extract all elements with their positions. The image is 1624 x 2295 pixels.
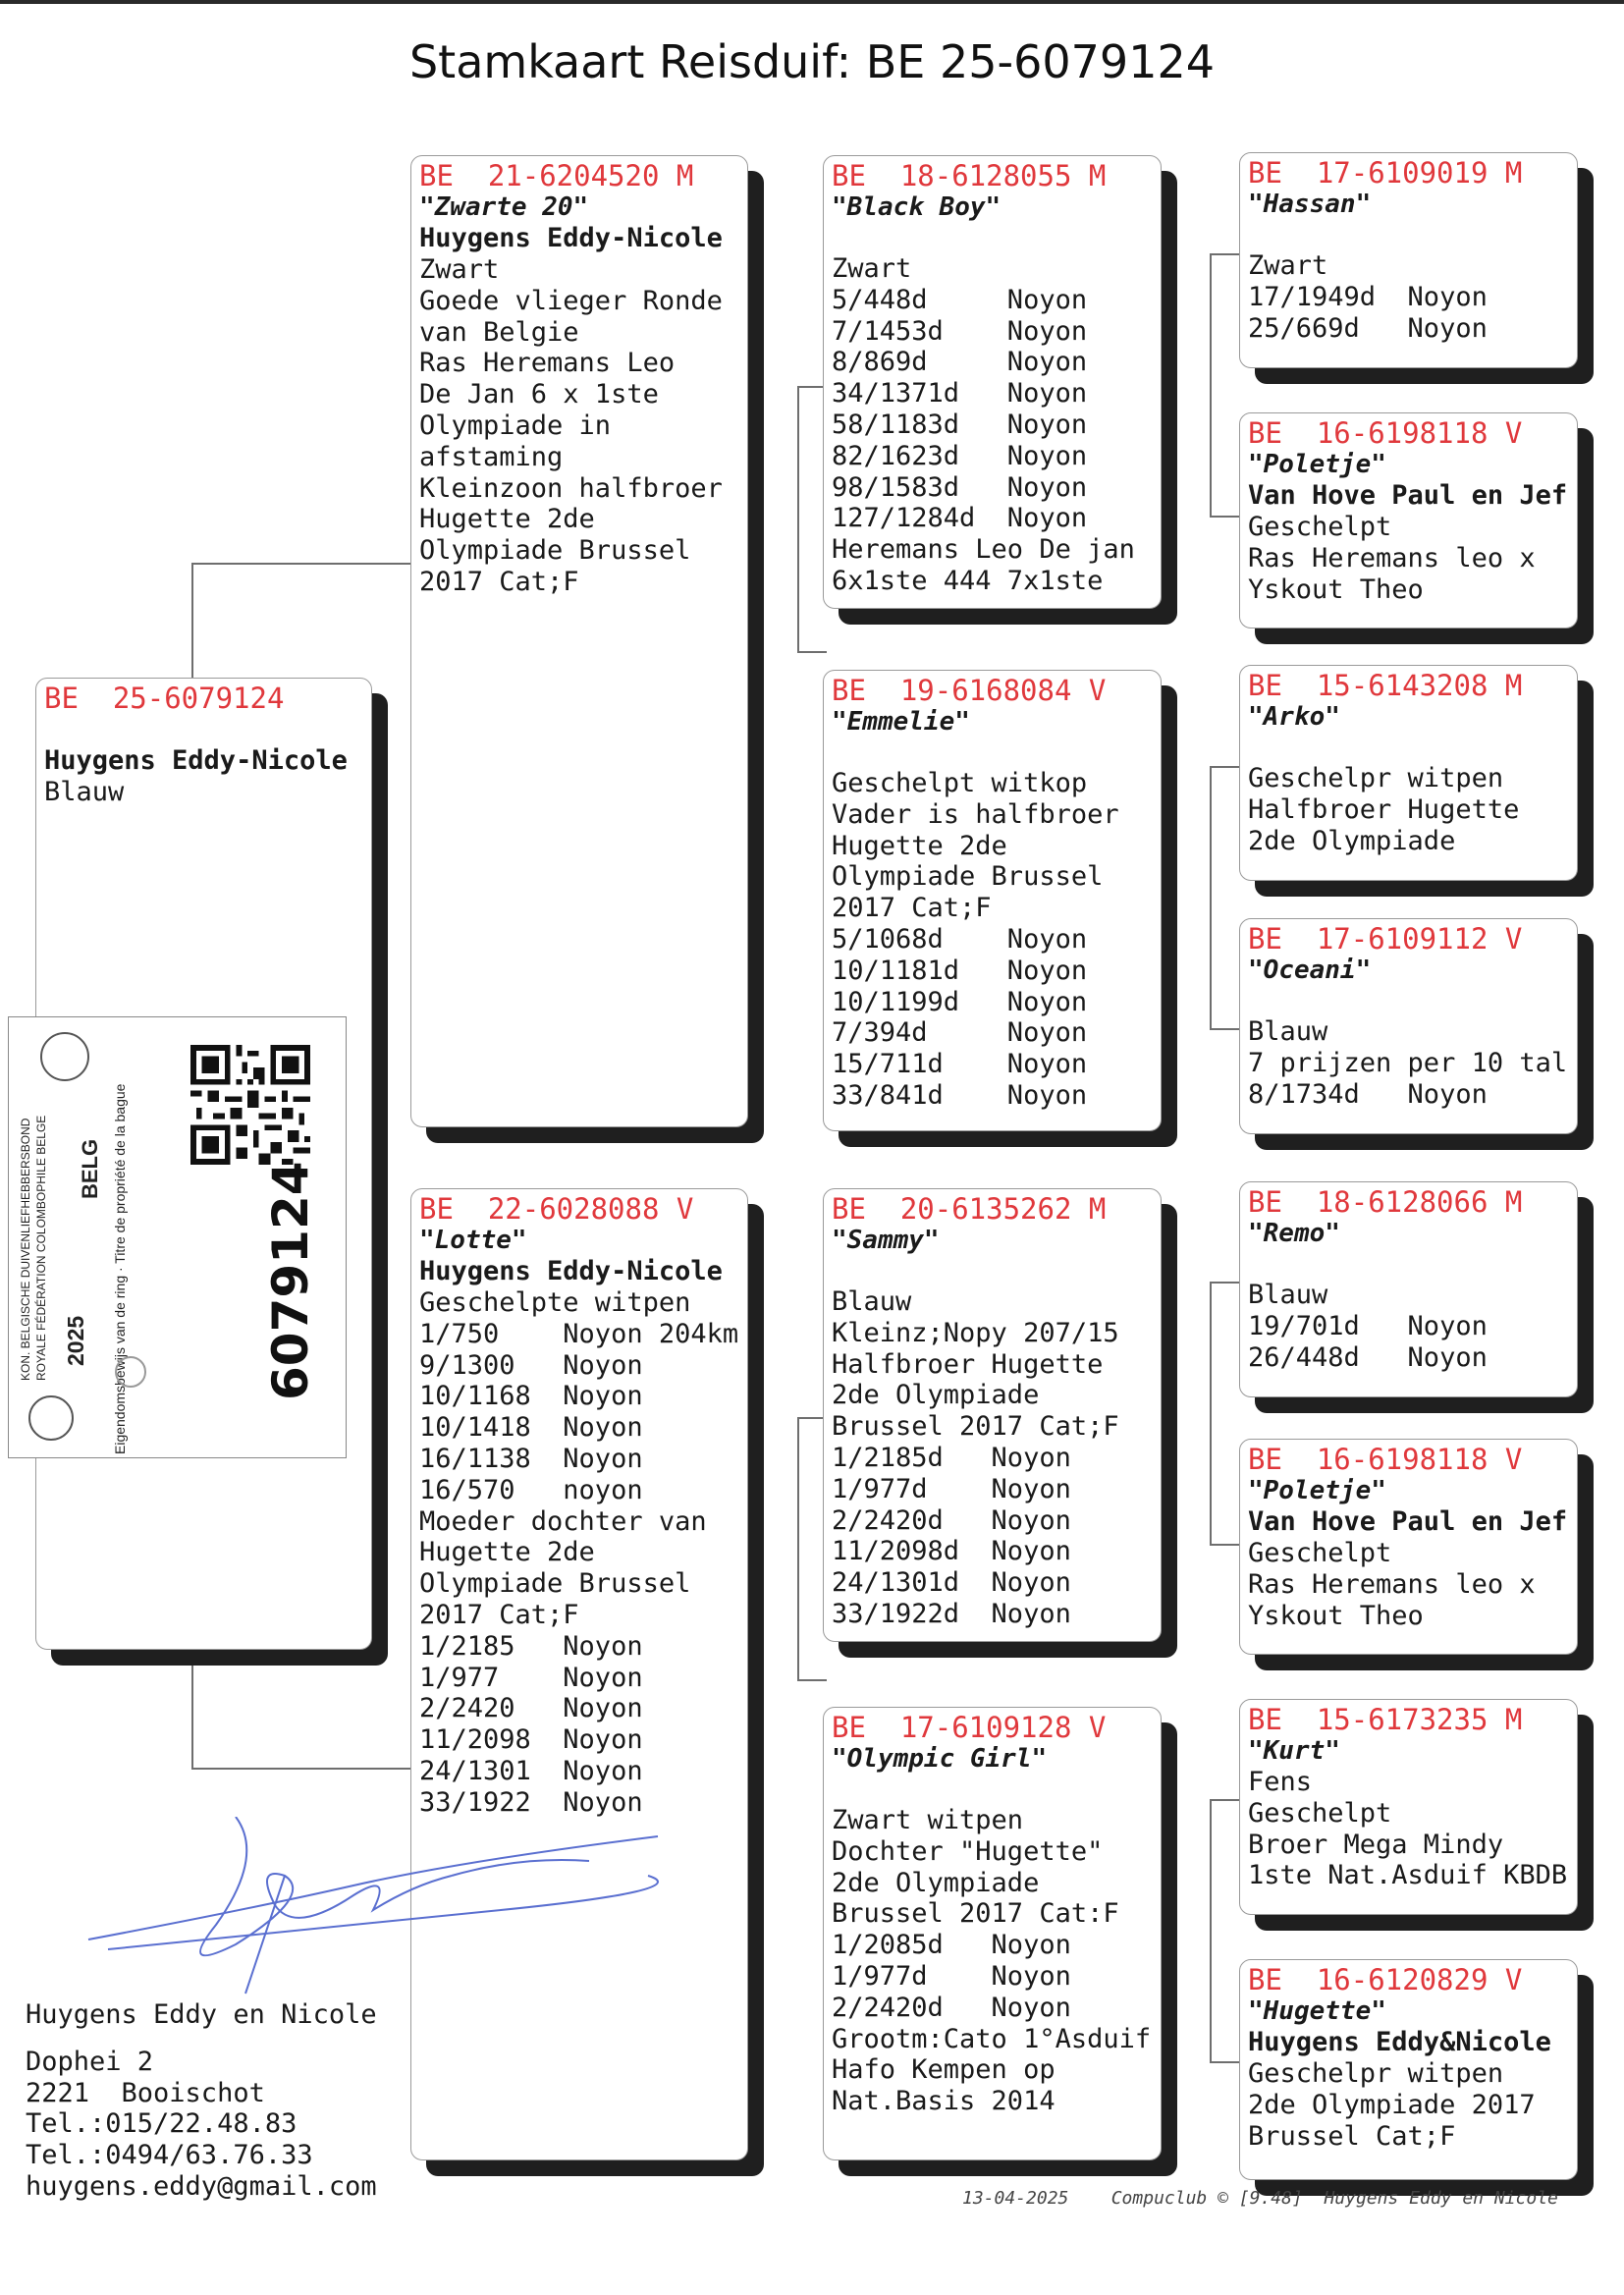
pigeon-nickname: "Black Boy" (832, 192, 1001, 222)
connector (797, 386, 799, 651)
owner-name: Van Hove Paul en Jef (1248, 1506, 1568, 1537)
connector (1210, 1282, 1239, 1284)
card-line: Yskout Theo (1248, 574, 1424, 605)
card-line: Goede vlieger Ronde (419, 285, 723, 316)
pigeon-card-sire (410, 155, 748, 1127)
card-line: Blauw (1248, 1280, 1328, 1310)
card-line: 2/2420d Noyon (832, 1504, 1071, 1536)
ring-number: BE 15-6173235 M (1248, 1703, 1523, 1736)
card-line: 24/1301 Noyon (419, 1755, 643, 1786)
card-line: 2017 Cat;F (419, 566, 579, 597)
card-line: Nat.Basis 2014 (832, 2086, 1056, 2117)
card-line: 1/977d Noyon (832, 1473, 1071, 1504)
card-line: Brussel 2017 Cat:F (832, 1898, 1119, 1930)
owner-name: Huygens Eddy-Nicole (44, 745, 348, 776)
card-line: Halfbroer Hugette (832, 1348, 1104, 1380)
card-line: Ras Heremans leo x (1248, 542, 1536, 574)
card-line: Geschelpt (1248, 512, 1392, 542)
card-line: Kleinz;Nopy 207/15 (832, 1317, 1119, 1348)
ring-ownership-card (8, 1016, 347, 1458)
card-line: 1/2185 Noyon (419, 1630, 643, 1662)
owner-name: Huygens Eddy-Nicole (419, 223, 723, 253)
pigeon-nickname: "Remo" (1248, 1219, 1340, 1248)
card-line: Olympiade Brussel (832, 861, 1104, 893)
pigeon-card-sds (1239, 665, 1578, 881)
card-line: 1/750 Noyon 204km (419, 1318, 739, 1349)
owner-name: Huygens Eddy en Nicole (26, 1999, 377, 2030)
card-line: Kleinzoon halfbroer (419, 472, 723, 504)
connector (1210, 1028, 1239, 1030)
pigeon-nickname: "Hassan" (1248, 190, 1372, 219)
card-line: Grootm:Cato 1°Asduif (832, 2023, 1152, 2054)
connector (1210, 516, 1239, 518)
ring-number: BE 22-6028088 V (419, 1192, 694, 1226)
ring-number-large: 6079124 (262, 1161, 319, 1400)
card-line: Moeder dochter van (419, 1505, 707, 1537)
card-line: 1/977d Noyon (832, 1960, 1071, 1992)
connector (1210, 1799, 1239, 1801)
card-line: Blauw (1248, 1016, 1328, 1047)
top-edge (0, 0, 1624, 4)
spacer (1248, 733, 1569, 763)
card-line: 5/448d Noyon (832, 284, 1088, 315)
card-line: 6x1ste 444 7x1ste (832, 565, 1104, 596)
card-line: 98/1583d Noyon (832, 471, 1088, 503)
pigeon-nickname: "Sammy" (832, 1226, 940, 1255)
ring-number: BE 18-6128055 M (832, 159, 1107, 192)
pigeon-card-ds (823, 1188, 1162, 1642)
card-line: 33/1922d Noyon (832, 1598, 1071, 1629)
card-line: 2/2420d Noyon (832, 1992, 1071, 2023)
pigeon-card-dsd (1239, 1439, 1578, 1655)
card-line: Zwart (419, 254, 500, 285)
connector (191, 563, 415, 565)
pigeon-nickname: "Oceani" (1248, 956, 1372, 985)
ring-year: 2025 (63, 1315, 88, 1366)
card-line: Dochter "Hugette" (832, 1835, 1104, 1867)
card-line: 25/669d Noyon (1248, 312, 1488, 344)
pigeon-nickname: "Zwarte 20" (419, 192, 589, 222)
card-line: Hugette 2de (832, 830, 1007, 861)
card-line: Geschelpt (1248, 1538, 1392, 1568)
card-line: De Jan 6 x 1ste (419, 379, 659, 410)
footer-credit: 13-04-2025 Compuclub © [9.48] Huygens Eddy en Nicole (962, 2188, 1558, 2209)
card-line: 11/2098d Noyon (832, 1536, 1071, 1567)
card-line: Zwart (832, 253, 912, 284)
card-line: 9/1300 Noyon (419, 1349, 643, 1381)
card-line: 2de Olympiade (832, 1380, 1040, 1411)
pigeon-card-ddd (1239, 1959, 1578, 2180)
federation-name-nl: KON. BELGISCHE DUIVENLIEFHEBBERSBOND (19, 1118, 32, 1381)
card-line: 2017 Cat;F (419, 1599, 579, 1630)
card-line: Geschelpt (1248, 1797, 1392, 1829)
signature (59, 1817, 668, 2003)
pigeon-nickname: "Poletje" (1248, 450, 1386, 479)
pigeon-nickname: "Arko" (1248, 702, 1340, 732)
ring-number: BE 17-6109019 M (1248, 156, 1523, 190)
card-line: 8/869d Noyon (832, 347, 1088, 378)
spacer (1248, 1249, 1569, 1280)
connector (797, 1679, 827, 1681)
ring-number: BE 16-6198118 V (1248, 416, 1523, 450)
pigeon-card-dd (823, 1707, 1162, 2160)
card-line: 24/1301d Noyon (832, 1567, 1071, 1599)
pigeon-card-dss (1239, 1181, 1578, 1397)
card-line: 2de Olympiade (832, 1867, 1040, 1898)
ring-number: BE 15-6143208 M (1248, 669, 1523, 702)
connector (1210, 1544, 1239, 1546)
federation-seal-icon (40, 1032, 89, 1081)
card-line: van Belgie (419, 316, 579, 348)
card-line: Geschelpr witpen (1248, 2058, 1504, 2089)
pigeon-card-ss (823, 155, 1162, 609)
card-line: Hafo Kempen op (832, 2054, 1056, 2086)
owner-address-block (26, 1999, 377, 2203)
card-line: 2017 Cat;F (832, 893, 992, 924)
pigeon-nickname: "Olympic Girl" (832, 1744, 1048, 1774)
federation-name-fr: ROYALE FÉDÉRATION COLOMBOPHILE BELGE (34, 1115, 48, 1381)
connector (797, 651, 827, 653)
connector (1210, 1282, 1212, 1544)
card-line: Geschelpr witpen (1248, 763, 1504, 793)
card-line: Zwart (1248, 250, 1328, 281)
pigeon-nickname: "Emmelie" (832, 707, 970, 737)
ring-hole (115, 1356, 146, 1388)
pigeon-card-sss (1239, 152, 1578, 368)
ownership-caption: Eigendomsbewijs van de ring · Titre de propriété de la bague (112, 1083, 128, 1454)
federation-emblem-icon (28, 1395, 74, 1441)
pigeon-nickname: "Hugette" (1248, 1996, 1386, 2026)
card-line: 19/701d Noyon (1248, 1310, 1488, 1341)
card-line: 1ste Nat.Asduif KBDB (1248, 1860, 1568, 1891)
card-line: 5/1068d Noyon (832, 923, 1088, 955)
card-line: 10/1418 Noyon (419, 1412, 643, 1444)
card-line: 10/1199d Noyon (832, 986, 1088, 1017)
pigeon-nickname: "Poletje" (1248, 1476, 1386, 1505)
card-line: 127/1284d Noyon (832, 503, 1088, 534)
card-line: Broer Mega Mindy (1248, 1829, 1504, 1860)
connector (1210, 253, 1239, 255)
connector (191, 1768, 415, 1770)
card-line: Hugette 2de (419, 504, 595, 535)
card-line: 11/2098 Noyon (419, 1724, 643, 1756)
pigeon-card-ssd (1239, 412, 1578, 628)
card-line: 16/570 noyon (419, 1474, 643, 1505)
card-line: Olympiade in (419, 410, 612, 441)
ring-country: BELG (78, 1138, 102, 1199)
connector (1210, 253, 1212, 516)
owner-name: Huygens Eddy-Nicole (419, 1256, 723, 1286)
address-line: Dophei 2 (26, 2046, 154, 2077)
pigeon-card-dds (1239, 1699, 1578, 1915)
spacer (1248, 220, 1569, 250)
spacer (26, 2031, 377, 2047)
phone-line: Tel.:015/22.48.83 (26, 2108, 298, 2140)
address-line: 2221 Booischot (26, 2077, 265, 2108)
phone-line: Tel.:0494/63.76.33 (26, 2140, 313, 2171)
card-line: 33/841d Noyon (832, 1079, 1088, 1111)
spacer (44, 715, 363, 745)
card-line: Olympiade Brussel (419, 1568, 691, 1600)
connector (1210, 1799, 1212, 2061)
card-line: Brussel 2017 Cat;F (832, 1411, 1119, 1443)
connector (797, 1417, 799, 1679)
card-line: Ras Heremans leo x (1248, 1568, 1536, 1600)
card-line: 7/1453d Noyon (832, 315, 1088, 347)
connector (1210, 766, 1212, 1028)
spacer (832, 1775, 1153, 1805)
ring-number: BE 16-6120829 V (1248, 1963, 1523, 1996)
card-line: Hugette 2de (419, 1537, 595, 1568)
card-line: Brussel Cat;F (1248, 2120, 1456, 2152)
ring-number: BE 25-6079124 (44, 682, 285, 715)
card-line: Fens (1248, 1767, 1313, 1797)
card-line: 82/1623d Noyon (832, 440, 1088, 471)
card-line: 7 prijzen per 10 tal (1248, 1047, 1568, 1078)
pigeon-nickname: "Kurt" (1248, 1736, 1340, 1766)
connector (1210, 766, 1239, 768)
card-line: 7/394d Noyon (832, 1017, 1088, 1049)
card-line: 1/977 Noyon (419, 1662, 643, 1693)
pigeon-nickname: "Lotte" (419, 1226, 527, 1255)
card-line: 34/1371d Noyon (832, 378, 1088, 410)
card-line: Vader is halfbroer (832, 798, 1119, 830)
card-line: 10/1168 Noyon (419, 1381, 643, 1412)
card-line: 15/711d Noyon (832, 1049, 1088, 1080)
ring-number: BE 17-6109128 V (832, 1711, 1107, 1744)
pigeon-card-sd (823, 670, 1162, 1131)
card-line: 8/1734d Noyon (1248, 1078, 1488, 1110)
qr-code-icon (190, 1045, 310, 1165)
card-line: 17/1949d Noyon (1248, 281, 1488, 312)
card-line: 33/1922 Noyon (419, 1786, 643, 1818)
ring-number: BE 19-6168084 V (832, 674, 1107, 707)
ring-number: BE 18-6128066 M (1248, 1185, 1523, 1219)
pigeon-card-sdd (1239, 918, 1578, 1134)
card-line: 1/2085d Noyon (832, 1930, 1071, 1961)
card-line: 16/1138 Noyon (419, 1443, 643, 1474)
card-line: Geschelpte witpen (419, 1287, 691, 1318)
ring-number: BE 17-6109112 V (1248, 922, 1523, 956)
ring-number: BE 21-6204520 M (419, 159, 694, 192)
ring-number: BE 20-6135262 M (832, 1192, 1107, 1226)
card-line: 2/2420 Noyon (419, 1693, 643, 1724)
card-line: Heremans Leo De jan (832, 534, 1135, 566)
email-line: huygens.eddy@gmail.com (26, 2170, 377, 2202)
connector (1210, 2061, 1239, 2063)
card-line: Blauw (832, 1286, 912, 1317)
ring-number: BE 16-6198118 V (1248, 1443, 1523, 1476)
card-line: Blauw (44, 777, 125, 807)
card-line: 2de Olympiade (1248, 825, 1456, 856)
spacer (1248, 986, 1569, 1016)
card-line: Halfbroer Hugette (1248, 793, 1520, 825)
pigeon-card-dam (410, 1188, 748, 2160)
card-line: Geschelpt witkop (832, 768, 1088, 798)
owner-name: Van Hove Paul en Jef (1248, 480, 1568, 511)
card-line: Ras Heremans Leo (419, 348, 676, 379)
page-title: Stamkaart Reisduif: BE 25-6079124 (408, 35, 1215, 88)
card-line: Yskout Theo (1248, 1600, 1424, 1631)
spacer (832, 223, 1153, 253)
card-line: Olympiade Brussel (419, 535, 691, 567)
spacer (832, 738, 1153, 768)
card-line: 10/1181d Noyon (832, 955, 1088, 986)
card-line: 58/1183d Noyon (832, 409, 1088, 440)
card-line: 26/448d Noyon (1248, 1341, 1488, 1373)
card-line: afstaming (419, 441, 564, 472)
card-line: Zwart witpen (832, 1805, 1024, 1835)
owner-name: Huygens Eddy&Nicole (1248, 2027, 1551, 2057)
card-line: 1/2185d Noyon (832, 1442, 1071, 1473)
spacer (832, 1256, 1153, 1286)
card-line: 2de Olympiade 2017 (1248, 2089, 1536, 2120)
